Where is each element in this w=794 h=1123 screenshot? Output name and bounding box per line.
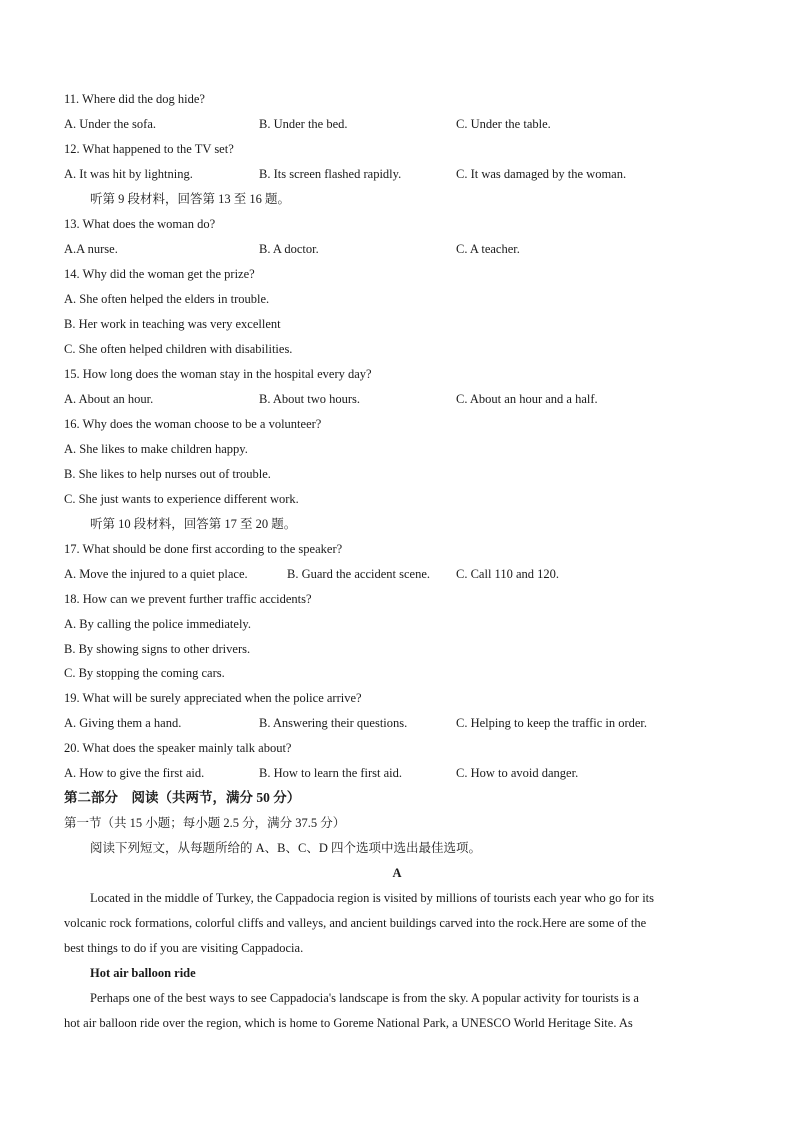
question-15: 15. How long does the woman stay in the hospital every day? [64,367,372,381]
q11-option-a: A. Under the sofa. [64,117,156,131]
q19-option-b: B. Answering their questions. [259,716,408,730]
paragraph-2-line-2: hot air balloon ride over the region, which is home to Goreme National Park, a UNESCO World Heritage Site. As [64,1016,633,1030]
paragraph-1-line-2: volcanic rock formations, colorful cliffs and valleys, and ancient buildings carved into the rock.Here are some of the [64,916,647,930]
question-20: 20. What does the speaker mainly talk about? [64,741,292,755]
q17-option-a: A. Move the injured to a quiet place. [64,567,248,581]
paragraph-1-line-3: best things to do if you are visiting Cappadocia. [64,941,304,955]
question-14: 14. Why did the woman get the prize? [64,267,255,281]
q11-option-c: C. Under the table. [456,117,551,131]
q16-option-a: A. She likes to make children happy. [64,442,248,456]
q11-option-b: B. Under the bed. [259,117,348,131]
question-12: 12. What happened to the TV set? [64,142,234,156]
q19-option-a: A. Giving them a hand. [64,716,182,730]
q20-option-c: C. How to avoid danger. [456,766,579,780]
q18-option-b: B. By showing signs to other drivers. [64,642,251,656]
question-16: 16. Why does the woman choose to be a volunteer? [64,417,322,431]
question-11: 11. Where did the dog hide? [64,92,205,106]
q16-option-b: B. She likes to help nurses out of trouble. [64,467,271,481]
q18-option-c: C. By stopping the coming cars. [64,666,225,680]
q15-option-a: A. About an hour. [64,392,154,406]
subheading-hot-air-balloon: Hot air balloon ride [90,966,196,980]
question-13: 13. What does the woman do? [64,217,216,231]
question-17: 17. What should be done first according to the speaker? [64,542,343,556]
q15-option-c: C. About an hour and a half. [456,392,598,406]
q17-option-b: B. Guard the accident scene. [287,567,430,581]
q15-option-b: B. About two hours. [259,392,361,406]
passage-label: A [392,866,402,880]
q17-option-c: C. Call 110 and 120. [456,567,560,581]
instruction-passage-10: 听第 10 段材料，回答第 17 至 20 题。 [90,517,297,531]
q20-option-b: B. How to learn the first aid. [259,766,403,780]
q20-option-a: A. How to give the first aid. [64,766,205,780]
paragraph-1-line-1: Located in the middle of Turkey, the Cappadocia region is visited by millions of tourists each year who go for its [90,891,655,905]
q18-option-a: A. By calling the police immediately. [64,617,251,631]
question-18: 18. How can we prevent further traffic accidents? [64,592,312,606]
paragraph-2-line-1: Perhaps one of the best ways to see Cappadocia's landscape is from the sky. A popular activity for tourists is a [90,991,639,1005]
q13-option-c: C. A teacher. [456,242,520,256]
q19-option-c: C. Helping to keep the traffic in order. [456,716,648,730]
question-19: 19. What will be surely appreciated when the police arrive? [64,691,362,705]
q14-option-c: C. She often helped children with disabilities. [64,342,293,356]
q16-option-c: C. She just wants to experience different work. [64,492,299,506]
q12-option-b: B. Its screen flashed rapidly. [259,167,402,181]
q12-option-a: A. It was hit by lightning. [64,167,193,181]
section-one-heading: 第一节（共 15 小题；每小题 2.5 分，满分 37.5 分） [64,816,346,830]
q14-option-a: A. She often helped the elders in trouble. [64,292,270,306]
q13-option-a: A.A nurse. [64,242,118,256]
instruction-passage-9: 听第 9 段材料，回答第 13 至 16 题。 [90,192,291,206]
part-two-heading: 第二部分 阅读（共两节，满分 50 分） [64,790,301,805]
q12-option-c: C. It was damaged by the woman. [456,167,627,181]
q13-option-b: B. A doctor. [259,242,319,256]
q14-option-b: B. Her work in teaching was very excellent [64,317,281,331]
reading-instruction: 阅读下列短文，从每题所给的 A、B、C、D 四个选项中选出最佳选项。 [90,841,481,855]
